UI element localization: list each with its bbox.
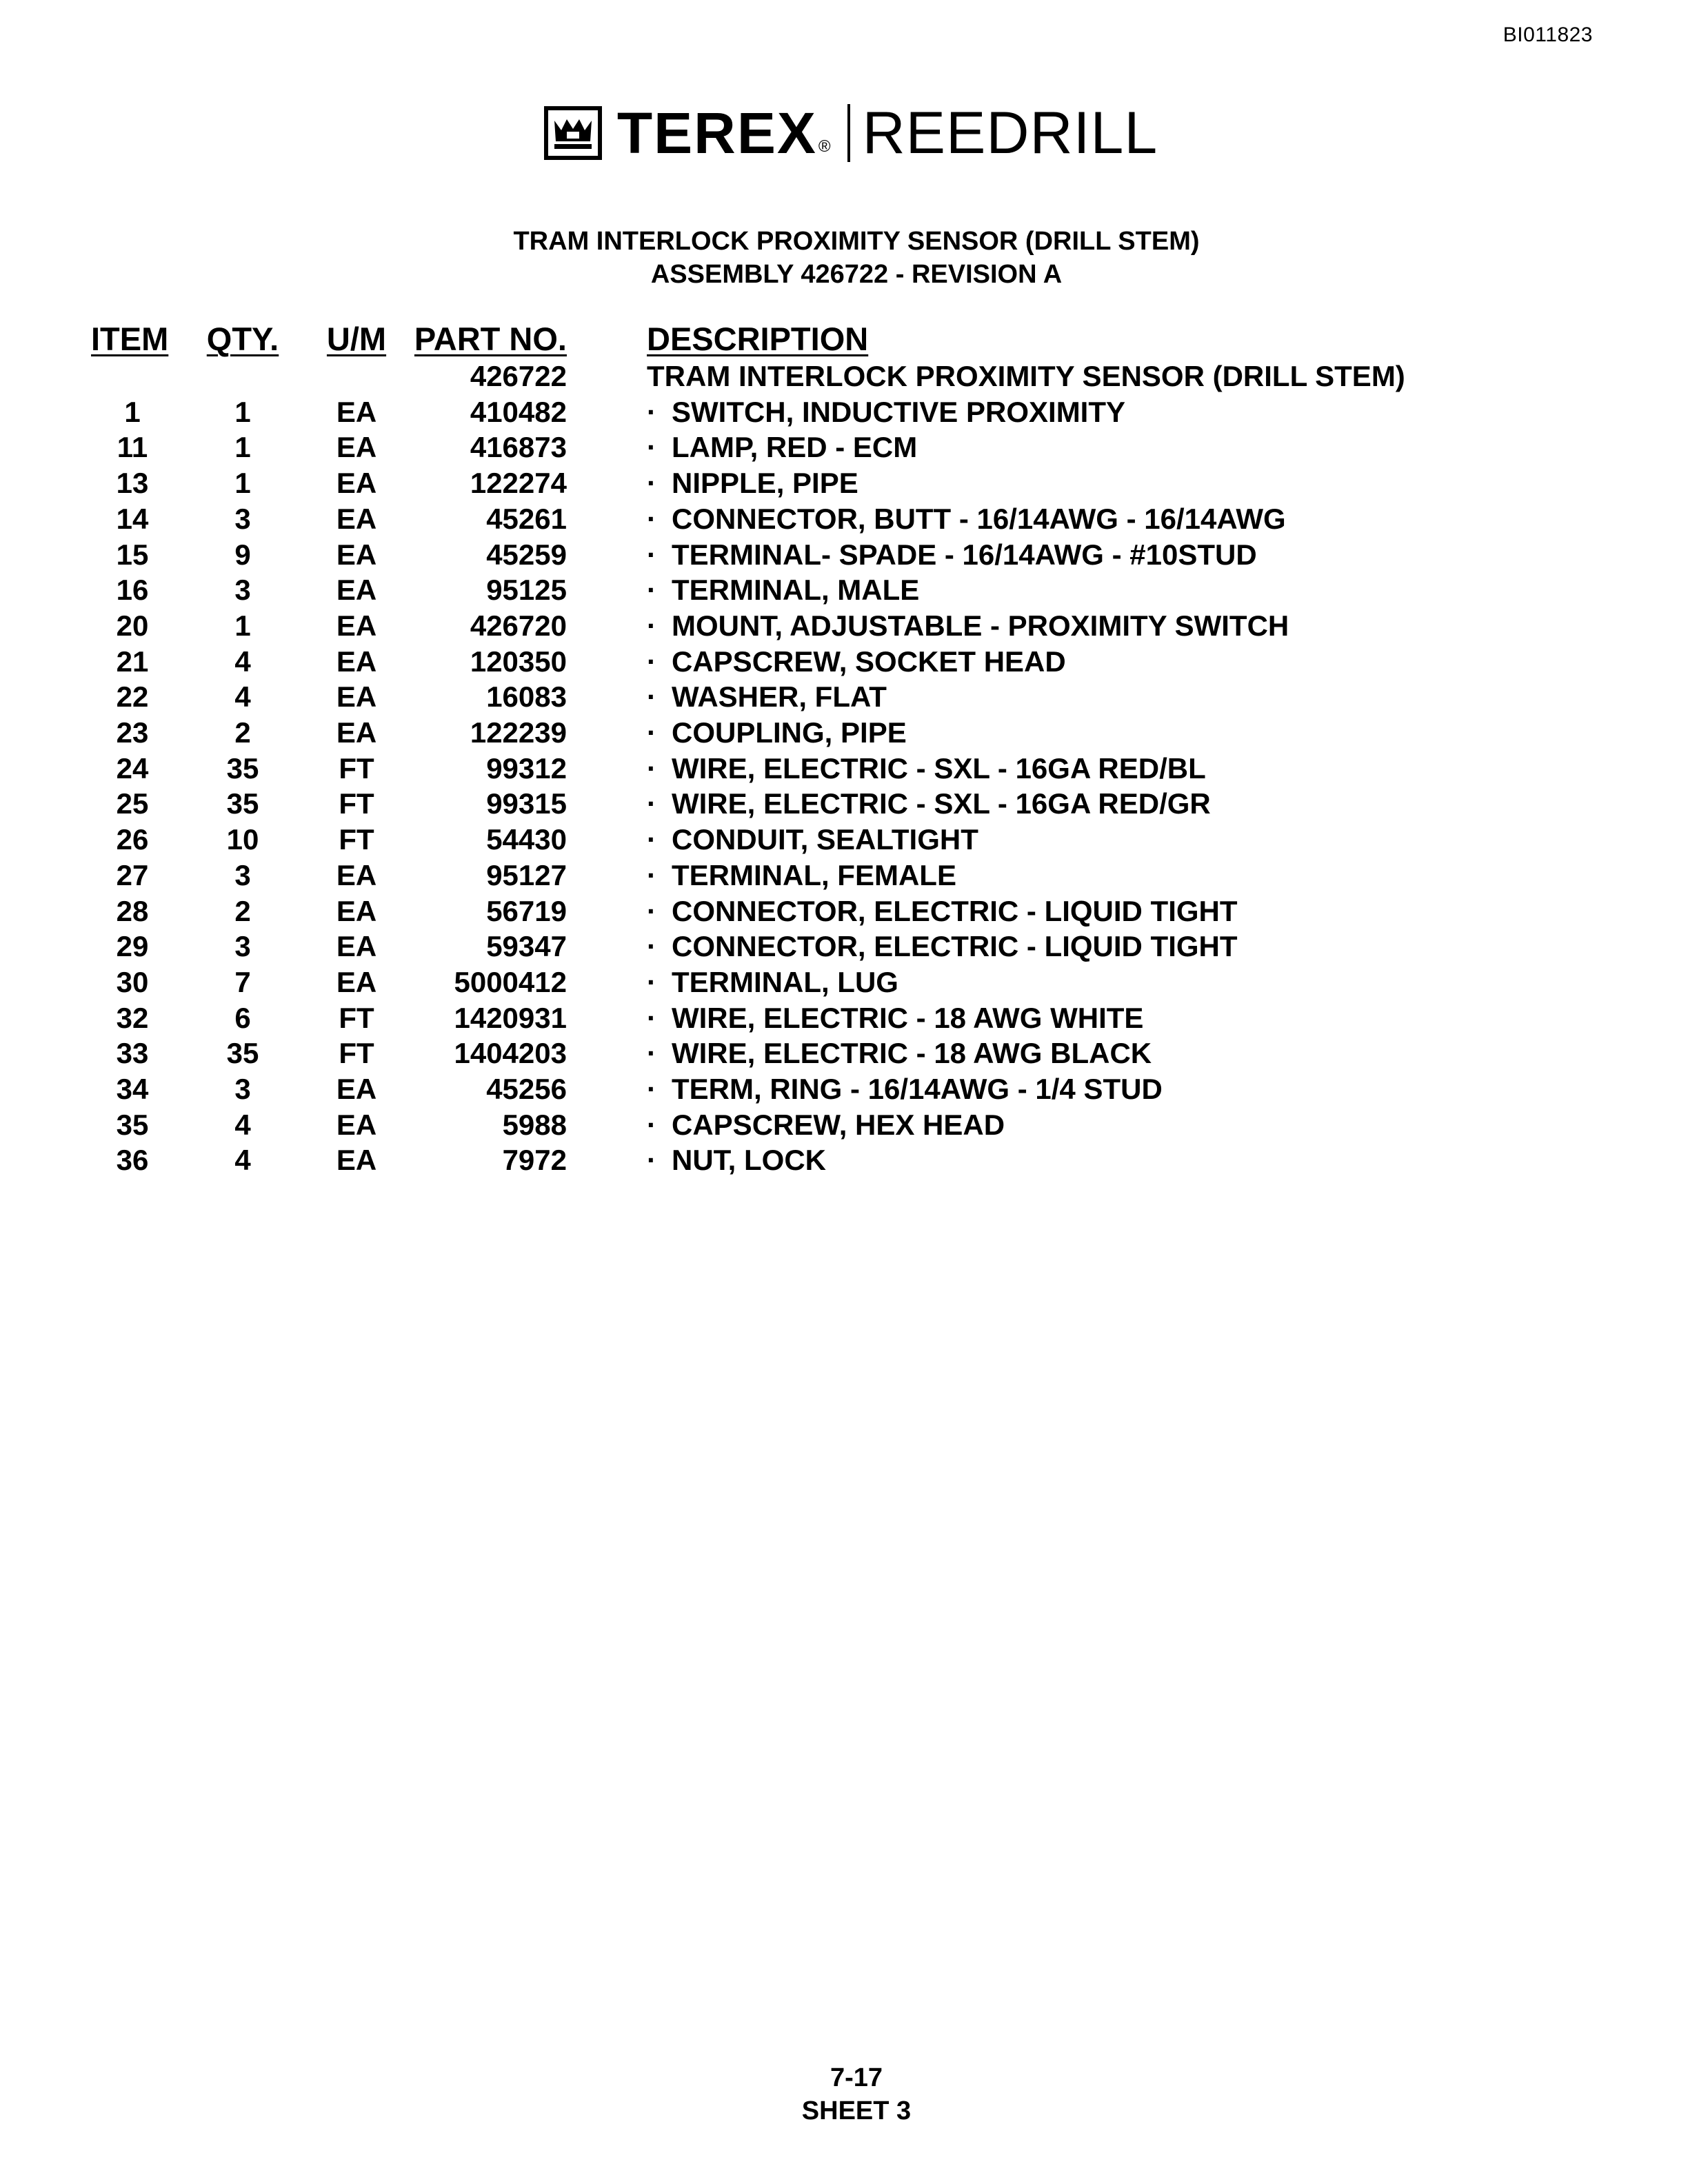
table-row (91, 964, 1405, 1000)
part-no-cell: 99315 (486, 787, 567, 820)
indent-bullet: · (647, 1001, 656, 1034)
part-no-cell: 7972 (502, 1144, 567, 1177)
um-cell: EA (336, 894, 377, 927)
qty-cell: 35 (226, 787, 259, 820)
table-row (91, 1000, 1405, 1036)
table-row (91, 715, 1405, 751)
description-cell (567, 1000, 1405, 1036)
header-part-no: PART NO. (414, 321, 567, 358)
qty-cell: 35 (226, 1037, 259, 1070)
table-row (91, 501, 1405, 537)
description-cell (567, 964, 1405, 1000)
description-cell (567, 929, 1405, 964)
item-cell: 30 (116, 965, 149, 998)
description-text: TERMINAL, MALE (672, 574, 920, 607)
description-cell (567, 679, 1405, 715)
item-cell: 22 (116, 680, 149, 714)
part-no-cell: 5000412 (454, 965, 567, 998)
description-text: TERMINAL- SPADE - 16/14AWG - #10STUD (672, 538, 1257, 571)
um-cell: EA (336, 574, 377, 607)
assembly-part-no: 426722 (470, 360, 567, 392)
description-text: WIRE, ELECTRIC - 18 AWG BLACK (672, 1037, 1152, 1070)
table-row (91, 572, 1405, 608)
table-row (91, 465, 1405, 501)
assembly-description: TRAM INTERLOCK PROXIMITY SENSOR (DRILL STEM) (647, 360, 1405, 392)
part-no-cell: 95127 (486, 858, 567, 891)
description-text: NIPPLE, PIPE (672, 467, 858, 500)
indent-bullet: · (647, 538, 656, 571)
part-no-cell: 5988 (502, 1108, 567, 1141)
sheet-number: SHEET 3 (801, 2096, 912, 2125)
item-cell: 32 (116, 1001, 149, 1034)
qty-cell: 4 (234, 645, 251, 678)
indent-bullet: · (647, 1144, 656, 1177)
part-no-cell: 1420931 (454, 1001, 567, 1034)
description-text: TERMINAL, FEMALE (672, 858, 956, 891)
um-cell: EA (336, 930, 377, 963)
item-cell: 33 (116, 1037, 149, 1070)
um-cell: FT (339, 823, 374, 856)
description-cell (567, 572, 1405, 608)
table-row (91, 751, 1405, 787)
description-text: WIRE, ELECTRIC - 18 AWG WHITE (672, 1001, 1144, 1034)
item-cell: 11 (117, 431, 148, 464)
description-cell (567, 751, 1405, 787)
logo-divider (847, 104, 850, 162)
item-cell: 24 (116, 751, 149, 785)
part-no-cell: 95125 (486, 574, 567, 607)
table-row (91, 893, 1405, 929)
qty-cell: 3 (234, 502, 251, 535)
description-cell (567, 501, 1405, 537)
indent-bullet: · (647, 645, 656, 678)
item-cell: 13 (116, 467, 149, 500)
um-cell: EA (336, 431, 377, 464)
table-row (91, 929, 1405, 964)
brand-name: TEREX ® (616, 101, 832, 165)
indent-bullet: · (647, 502, 656, 535)
qty-cell: 1 (234, 395, 251, 428)
item-cell: 26 (116, 823, 149, 856)
um-cell: EA (336, 1073, 377, 1106)
description-cell (567, 644, 1405, 680)
part-no-cell: 56719 (486, 894, 567, 927)
description-cell (567, 715, 1405, 751)
um-cell: EA (336, 538, 377, 571)
table-row (91, 394, 1405, 430)
part-no-cell: 1404203 (454, 1037, 567, 1070)
indent-bullet: · (647, 467, 656, 500)
header-um: U/M (326, 321, 387, 358)
part-no-cell: 416873 (470, 431, 567, 464)
description-text: WIRE, ELECTRIC - SXL - 16GA RED/BL (672, 751, 1206, 785)
item-cell: 20 (116, 609, 149, 642)
qty-cell: 9 (234, 538, 251, 571)
indent-bullet: · (647, 858, 656, 891)
qty-cell: 3 (234, 858, 251, 891)
indent-bullet: · (647, 751, 656, 785)
description-text: SWITCH, INDUCTIVE PROXIMITY (672, 395, 1126, 428)
description-cell (567, 465, 1405, 501)
item-cell: 21 (116, 645, 149, 678)
indent-bullet: · (647, 823, 656, 856)
qty-cell: 1 (234, 467, 251, 500)
qty-cell: 4 (234, 680, 251, 714)
part-no-cell: 59347 (486, 930, 567, 963)
table-row (91, 822, 1405, 858)
description-text: CONNECTOR, BUTT - 16/14AWG - 16/14AWG (672, 502, 1286, 535)
qty-cell: 10 (226, 823, 259, 856)
table-row (91, 644, 1405, 680)
description-cell (567, 1142, 1405, 1178)
qty-cell: 1 (234, 431, 251, 464)
table-row (91, 1142, 1405, 1178)
part-no-cell: 426720 (470, 609, 567, 642)
description-text: CAPSCREW, HEX HEAD (672, 1108, 1005, 1141)
description-text: CONDUIT, SEALTIGHT (672, 823, 978, 856)
part-no-cell: 410482 (470, 395, 567, 428)
part-no-cell: 99312 (486, 751, 567, 785)
title-line-1: TRAM INTERLOCK PROXIMITY SENSOR (DRILL STEM) (513, 227, 1200, 256)
table-row (91, 1071, 1405, 1107)
description-cell (567, 893, 1405, 929)
item-cell: 28 (116, 894, 149, 927)
um-cell: EA (336, 858, 377, 891)
document-id: BI011823 (1503, 23, 1593, 46)
indent-bullet: · (647, 609, 656, 642)
um-cell: FT (339, 1037, 374, 1070)
header-qty: QTY. (206, 321, 279, 358)
part-no-cell: 54430 (486, 823, 567, 856)
um-cell: EA (336, 680, 377, 714)
indent-bullet: · (647, 395, 656, 428)
part-no-cell: 45261 (486, 502, 567, 535)
table-header-row (91, 320, 1405, 358)
title-line-2: ASSEMBLY 426722 - REVISION A (650, 260, 1063, 289)
description-text: TERM, RING - 16/14AWG - 1/4 STUD (672, 1073, 1163, 1106)
um-cell: EA (336, 395, 377, 428)
qty-cell: 4 (234, 1108, 251, 1141)
um-cell: FT (339, 751, 374, 785)
um-cell: EA (336, 1108, 377, 1141)
terex-reedrill-logo (7, 100, 1688, 166)
qty-cell: 6 (234, 1001, 251, 1034)
description-cell (567, 608, 1405, 644)
indent-bullet: · (647, 894, 656, 927)
um-cell: EA (336, 609, 377, 642)
indent-bullet: · (647, 680, 656, 714)
part-no-cell: 122274 (470, 467, 567, 500)
description-text: TERMINAL, LUG (672, 965, 898, 998)
crown-icon (544, 106, 602, 160)
table-row (91, 429, 1405, 465)
um-cell: FT (339, 787, 374, 820)
page-footer (12, 2061, 1688, 2127)
product-line: REEDRILL (862, 100, 1158, 166)
indent-bullet: · (647, 930, 656, 963)
indent-bullet: · (647, 574, 656, 607)
item-cell: 35 (116, 1108, 149, 1141)
header-description: DESCRIPTION (647, 321, 869, 358)
description-cell (567, 786, 1405, 822)
description-cell (567, 1107, 1405, 1143)
qty-cell: 3 (234, 1073, 251, 1106)
table-row (91, 1035, 1405, 1071)
registered-mark: ® (818, 137, 832, 156)
description-cell (567, 394, 1405, 430)
indent-bullet: · (647, 965, 656, 998)
header-item: ITEM (91, 321, 169, 358)
qty-cell: 1 (234, 609, 251, 642)
assembly-title (12, 225, 1688, 291)
description-text: NUT, LOCK (672, 1144, 826, 1177)
table-row (91, 1107, 1405, 1143)
description-text: MOUNT, ADJUSTABLE - PROXIMITY SWITCH (672, 609, 1289, 642)
description-cell (567, 1071, 1405, 1107)
page-number: 7-17 (830, 2063, 883, 2092)
description-text: CONNECTOR, ELECTRIC - LIQUID TIGHT (672, 894, 1238, 927)
table-row (91, 679, 1405, 715)
indent-bullet: · (647, 1037, 656, 1070)
part-no-cell: 122239 (470, 716, 567, 749)
qty-cell: 3 (234, 574, 251, 607)
um-cell: EA (336, 965, 377, 998)
part-no-cell: 45259 (486, 538, 567, 571)
description-text: WIRE, ELECTRIC - SXL - 16GA RED/GR (672, 787, 1211, 820)
parts-table (91, 320, 1405, 1178)
item-cell: 15 (116, 538, 149, 571)
part-no-cell: 16083 (486, 680, 567, 714)
table-row (91, 537, 1405, 573)
qty-cell: 7 (234, 965, 251, 998)
indent-bullet: · (647, 787, 656, 820)
item-cell: 14 (116, 502, 149, 535)
item-cell: 1 (124, 395, 141, 428)
item-cell: 34 (116, 1073, 149, 1106)
description-cell (567, 822, 1405, 858)
um-cell: EA (336, 645, 377, 678)
um-cell: FT (339, 1001, 374, 1034)
assembly-row (91, 358, 1405, 394)
description-text: CONNECTOR, ELECTRIC - LIQUID TIGHT (672, 930, 1238, 963)
table-row (91, 786, 1405, 822)
qty-cell: 2 (234, 894, 251, 927)
item-cell: 29 (116, 930, 149, 963)
um-cell: EA (336, 716, 377, 749)
indent-bullet: · (647, 716, 656, 749)
item-cell: 36 (116, 1144, 149, 1177)
description-cell (567, 858, 1405, 893)
item-cell: 27 (116, 858, 149, 891)
indent-bullet: · (647, 1108, 656, 1141)
table-row (91, 858, 1405, 893)
item-cell: 25 (116, 787, 149, 820)
description-text: COUPLING, PIPE (672, 716, 907, 749)
qty-cell: 35 (226, 751, 259, 785)
qty-cell: 3 (234, 930, 251, 963)
table-row (91, 608, 1405, 644)
um-cell: EA (336, 1144, 377, 1177)
description-text: LAMP, RED - ECM (672, 431, 918, 464)
item-cell: 23 (116, 716, 149, 749)
indent-bullet: · (647, 431, 656, 464)
qty-cell: 2 (234, 716, 251, 749)
part-no-cell: 45256 (486, 1073, 567, 1106)
um-cell: EA (336, 467, 377, 500)
qty-cell: 4 (234, 1144, 251, 1177)
description-cell (567, 1035, 1405, 1071)
indent-bullet: · (647, 1073, 656, 1106)
description-cell (567, 429, 1405, 465)
description-text: WASHER, FLAT (672, 680, 887, 714)
description-cell (567, 537, 1405, 573)
part-no-cell: 120350 (470, 645, 567, 678)
description-text: CAPSCREW, SOCKET HEAD (672, 645, 1066, 678)
item-cell: 16 (116, 574, 149, 607)
um-cell: EA (336, 502, 377, 535)
